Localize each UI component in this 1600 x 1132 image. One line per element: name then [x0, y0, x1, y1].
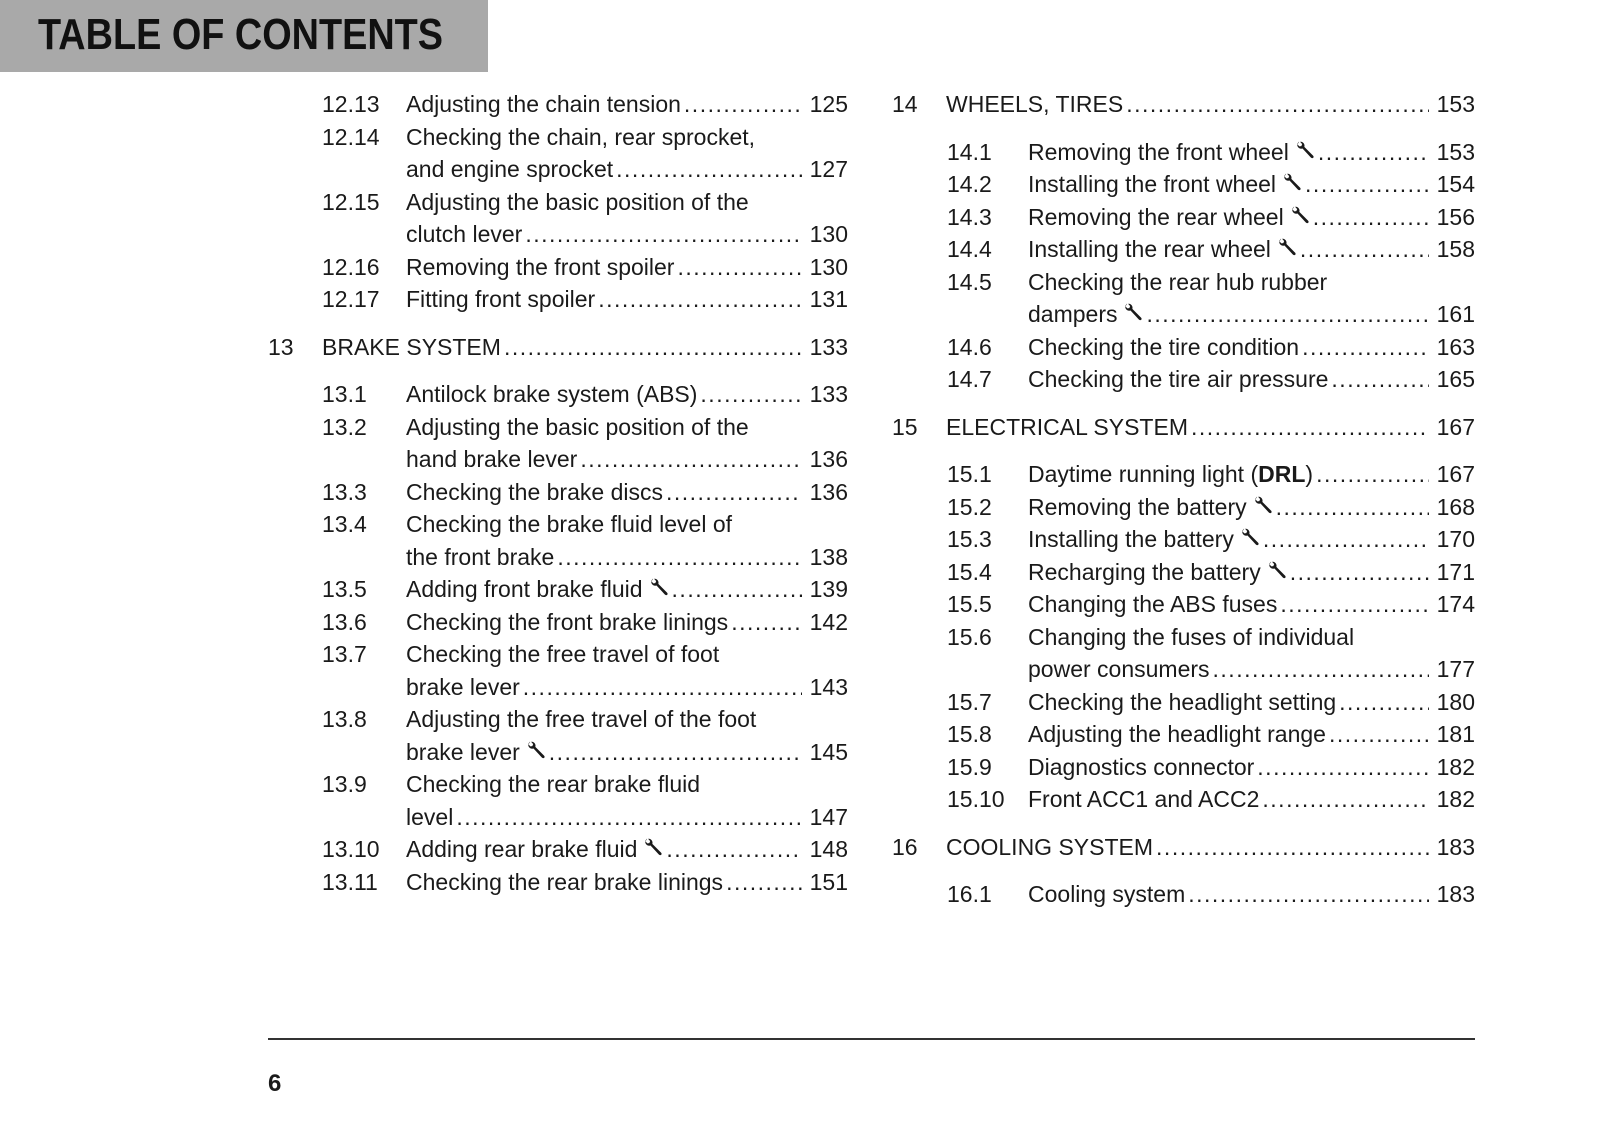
toc-page-number: 131 [809, 286, 848, 312]
toc-section-entry[interactable] [892, 751, 1475, 784]
toc-section-entry[interactable] [268, 411, 848, 476]
footer-divider [268, 1038, 1475, 1040]
toc-section-entry[interactable] [892, 621, 1475, 686]
toc-section-entry[interactable] [892, 491, 1475, 524]
toc-entry-number: 14 [892, 91, 918, 117]
toc-entry-title: Checking the front brake linings [406, 608, 729, 635]
toc-section-entry[interactable] [892, 588, 1475, 621]
toc-section-entry[interactable] [892, 363, 1475, 396]
toc-entry-number: 13.5 [322, 576, 367, 602]
page-number: 6 [268, 1070, 282, 1097]
dot-leader [1313, 201, 1429, 234]
toc-page-number: 156 [1436, 203, 1475, 230]
toc-chapter-entry[interactable] [892, 831, 1475, 864]
toc-entry-number: 15.7 [947, 688, 992, 715]
toc-entry-number: 14.7 [947, 366, 992, 392]
toc-entry-number: 15.3 [947, 526, 992, 552]
toc-entry-title: Front ACC1 and ACC2 [1028, 786, 1260, 812]
toc-section-entry[interactable] [268, 833, 848, 866]
toc-entry-number: 12.15 [322, 188, 380, 215]
toc-entry-title: BRAKE SYSTEM [322, 333, 501, 360]
toc-entry-title: Checking the rear brake fluid [406, 771, 701, 797]
dot-leader [523, 671, 802, 704]
toc-page-number: 153 [1436, 138, 1475, 165]
toc-entry-number: 13.7 [322, 641, 367, 667]
dot-leader [616, 153, 802, 186]
toc-entry-number: 13.1 [322, 381, 367, 407]
dot-leader [731, 606, 802, 639]
toc-entry-title: Changing the fuses of individual [1028, 623, 1355, 650]
toc-entry-number: 15 [892, 413, 918, 440]
toc-section-entry[interactable] [892, 136, 1475, 169]
toc-section-entry[interactable] [892, 556, 1475, 589]
toc-page-number: 136 [809, 446, 848, 472]
toc-entry-title: Diagnostics connector [1028, 753, 1255, 780]
toc-entry-title: Checking the brake discs [406, 478, 663, 505]
toc-page-number: 151 [809, 868, 848, 895]
wrench-icon [1240, 527, 1260, 547]
dot-leader [456, 801, 802, 834]
toc-entry-number: 15.8 [947, 721, 992, 747]
toc-entry-number: 13.3 [322, 478, 367, 505]
toc-page-number: 180 [1436, 688, 1475, 715]
toc-entry-title: hand brake lever [406, 446, 578, 472]
toc-section-entry[interactable] [268, 638, 848, 703]
dot-leader [1276, 491, 1429, 524]
toc-entry-title: clutch lever [406, 221, 523, 247]
toc-entry-number: 12.14 [322, 123, 380, 150]
toc-page-number: 174 [1436, 591, 1475, 617]
toc-section-entry[interactable] [892, 331, 1475, 364]
toc-entry-number: 12.16 [322, 253, 380, 280]
toc-entry-number: 15.6 [947, 623, 992, 650]
toc-page-number: 139 [809, 576, 848, 602]
toc-entry-title: Cooling system [1028, 881, 1186, 907]
toc-entry-title: Checking the headlight setting [1028, 688, 1337, 715]
dot-leader [580, 443, 802, 476]
toc-entry-title: Checking the brake fluid level of [406, 511, 733, 537]
toc-entry-abbreviation: DRL [1258, 461, 1306, 487]
toc-page-number: 167 [1436, 461, 1475, 487]
toc-page-number: 158 [1436, 236, 1475, 262]
dot-leader [1280, 588, 1429, 621]
toc-page-number: 125 [809, 91, 848, 117]
toc-entry-title: brake lever [406, 738, 520, 765]
toc-page-number: 143 [809, 673, 848, 700]
toc-entry-number: 15.9 [947, 753, 992, 780]
toc-entry-number: 13 [268, 333, 294, 360]
toc-entry-title: the front brake [406, 543, 555, 570]
toc-section-entry[interactable] [892, 233, 1475, 266]
toc-entry-title: Checking the tire air pressure [1028, 366, 1329, 392]
toc-entry-title: Adjusting the basic position of the [406, 188, 749, 215]
toc-section-entry[interactable] [268, 508, 848, 573]
toc-entry-title: Checking the free travel of foot [406, 641, 720, 667]
toc-entry-number: 13.4 [322, 511, 367, 537]
toc-entry-number: 15.5 [947, 591, 992, 617]
dot-leader [1191, 411, 1429, 444]
toc-entry-title: Removing the rear wheel [1028, 203, 1284, 230]
dot-leader [666, 476, 802, 509]
dot-leader [1263, 523, 1429, 556]
toc-entry-title: Checking the rear brake linings [406, 868, 724, 895]
toc-page-number: 183 [1436, 881, 1475, 907]
page-title: TABLE OF CONTENTS [38, 10, 444, 59]
wrench-icon [1295, 140, 1315, 160]
toc-section-entry[interactable] [892, 686, 1475, 719]
toc-section-entry[interactable] [892, 523, 1475, 556]
toc-entry-title: Removing the front wheel [1028, 138, 1289, 165]
toc-section-entry[interactable] [268, 768, 848, 833]
toc-entry-title: Daytime running light ( [1028, 461, 1259, 487]
toc-chapter-entry[interactable] [892, 411, 1475, 444]
dot-leader [672, 573, 802, 606]
toc-page-number: 130 [809, 253, 848, 280]
toc-page-number: 182 [1436, 753, 1475, 780]
wrench-icon [526, 740, 546, 760]
toc-page-number: 145 [809, 738, 848, 765]
toc-page-number: 181 [1436, 721, 1475, 747]
dot-leader [598, 283, 802, 316]
toc-entry-title: Adding front brake fluid [406, 576, 643, 602]
toc-entry-number: 13.10 [322, 836, 380, 862]
toc-entry-title: ELECTRICAL SYSTEM [946, 413, 1188, 440]
dot-leader [1213, 653, 1429, 686]
toc-entry-number: 14.4 [947, 236, 992, 262]
toc-entry-number: 14.6 [947, 333, 992, 360]
toc-entry-title: Adjusting the headlight range [1028, 721, 1326, 747]
toc-section-entry[interactable] [268, 378, 848, 411]
toc-section-entry[interactable] [268, 573, 848, 606]
toc-entry-title: level [406, 803, 454, 830]
toc-page-number: 154 [1436, 171, 1475, 197]
toc-entry-title: Adjusting the free travel of the foot [406, 706, 757, 732]
wrench-icon [1123, 302, 1143, 322]
toc-section-entry[interactable] [892, 458, 1475, 491]
toc-entry-title: brake lever [406, 673, 520, 700]
toc-entry-title: Installing the front wheel [1028, 171, 1277, 197]
toc-section-entry[interactable] [892, 878, 1475, 911]
toc-entry-number: 13.2 [322, 413, 367, 440]
toc-section-entry[interactable] [268, 251, 848, 284]
dot-leader [557, 541, 802, 574]
toc-section-entry[interactable] [892, 783, 1475, 816]
dot-leader [1305, 168, 1429, 201]
toc-entry-title: Adding rear brake fluid [406, 836, 638, 862]
wrench-icon [1290, 205, 1310, 225]
dot-leader [677, 251, 802, 284]
toc-entry-number: 14.3 [947, 203, 992, 230]
toc-page-number: 138 [809, 543, 848, 570]
toc-entry-number: 12.13 [322, 91, 380, 117]
toc-entry-number: 15.2 [947, 493, 992, 520]
dot-leader [700, 378, 802, 411]
toc-entry-number: 13.9 [322, 771, 367, 797]
toc-entry-title: Adjusting the basic position of the [406, 413, 749, 440]
toc-page-number: 183 [1436, 833, 1475, 860]
toc-entry-title: power consumers [1028, 656, 1210, 682]
toc-entry-number: 13.6 [322, 608, 367, 635]
toc-page-number: 171 [1436, 558, 1475, 585]
dot-leader [1146, 298, 1429, 331]
toc-entry-number: 13.8 [322, 706, 367, 732]
toc-entry-suffix: ) [1305, 461, 1314, 487]
toc-section-entry[interactable] [268, 476, 848, 509]
toc-entry-number: 14.1 [947, 138, 992, 165]
toc-entry-title: Removing the front spoiler [406, 253, 675, 280]
toc-section-entry[interactable] [892, 266, 1475, 331]
toc-section-entry[interactable] [268, 88, 848, 121]
toc-page-number: 130 [809, 221, 848, 247]
toc-section-entry[interactable] [268, 866, 848, 899]
toc-entry-number: 16.1 [947, 881, 992, 907]
dot-leader [1339, 686, 1429, 719]
toc-entry-number: 16 [892, 833, 918, 860]
toc-page-number: 127 [809, 156, 848, 182]
toc-entry-title: Checking the tire condition [1028, 333, 1300, 360]
dot-leader [525, 218, 802, 251]
toc-entry-title: Removing the battery [1028, 493, 1247, 520]
dot-leader [1126, 88, 1429, 121]
dot-leader [684, 88, 802, 121]
toc-section-entry[interactable] [892, 168, 1475, 201]
header-band [0, 0, 488, 72]
dot-leader [1188, 878, 1429, 911]
toc-entry-title: Installing the rear wheel [1028, 236, 1271, 262]
toc-page-number: 153 [1436, 91, 1475, 117]
toc-section-entry[interactable] [892, 201, 1475, 234]
toc-page-number: 167 [1436, 413, 1475, 440]
dot-leader [1331, 363, 1429, 396]
toc-entry-title: Changing the ABS fuses [1028, 591, 1278, 617]
dot-leader [666, 833, 802, 866]
toc-page-number: 165 [1436, 366, 1475, 392]
toc-right-column [892, 88, 1475, 911]
toc-entry-title: WHEELS, TIRES [946, 91, 1124, 117]
dot-leader [1329, 718, 1429, 751]
toc-page-number: 133 [809, 333, 848, 360]
toc-section-entry[interactable] [268, 186, 848, 251]
toc-entry-title: and engine sprocket [406, 156, 614, 182]
toc-page-number: 148 [809, 836, 848, 862]
toc-entry-title: Adjusting the chain tension [406, 91, 681, 117]
toc-entry-number: 15.1 [947, 461, 992, 487]
dot-leader [1290, 556, 1429, 589]
toc-entry-number: 13.11 [322, 868, 378, 895]
dot-leader [549, 736, 802, 769]
toc-left-column [268, 88, 848, 898]
toc-page-number: 136 [809, 478, 848, 505]
toc-entry-number: 14.5 [947, 268, 992, 295]
toc-entry-title: Checking the rear hub rubber [1028, 268, 1328, 295]
toc-entry-number: 12.17 [322, 286, 380, 312]
toc-chapter-entry[interactable] [892, 88, 1475, 121]
dot-leader [1262, 783, 1429, 816]
dot-leader [1302, 331, 1429, 364]
toc-page-number: 133 [809, 381, 848, 407]
wrench-icon [1253, 495, 1273, 515]
dot-leader [1316, 458, 1429, 491]
toc-page-number: 147 [809, 803, 848, 830]
toc-page-number: 142 [809, 608, 848, 635]
toc-section-entry[interactable] [268, 283, 848, 316]
toc-entry-title: Antilock brake system (ABS) [406, 381, 698, 407]
toc-chapter-entry[interactable] [268, 331, 848, 364]
toc-entry-title: Fitting front spoiler [406, 286, 596, 312]
toc-page-number: 177 [1436, 656, 1475, 682]
toc-entry-title: Checking the chain, rear sprocket, [406, 123, 756, 150]
dot-leader [1318, 136, 1429, 169]
wrench-icon [1277, 237, 1297, 257]
dot-leader [1156, 831, 1429, 864]
dot-leader [726, 866, 802, 899]
toc-entry-title: Installing the battery [1028, 526, 1234, 552]
toc-page-number: 163 [1436, 333, 1475, 360]
toc-section-entry[interactable] [268, 606, 848, 639]
toc-entry-number: 14.2 [947, 171, 992, 197]
dot-leader [504, 331, 802, 364]
wrench-icon [649, 577, 669, 597]
toc-entry-number: 15.4 [947, 558, 992, 585]
toc-section-entry[interactable] [268, 703, 848, 768]
toc-page-number: 161 [1436, 301, 1475, 327]
toc-entry-title: dampers [1028, 301, 1118, 327]
toc-section-entry[interactable] [892, 718, 1475, 751]
dot-leader [1257, 751, 1429, 784]
wrench-icon [643, 837, 663, 857]
wrench-icon [1282, 172, 1302, 192]
toc-page-number: 182 [1436, 786, 1475, 812]
toc-entry-title: Recharging the battery [1028, 558, 1261, 585]
wrench-icon [1267, 560, 1287, 580]
toc-page-number: 168 [1436, 493, 1475, 520]
toc-entry-title: COOLING SYSTEM [946, 833, 1154, 860]
toc-section-entry[interactable] [268, 121, 848, 186]
toc-entry-number: 15.10 [947, 786, 1005, 812]
toc-page-number: 170 [1436, 526, 1475, 552]
dot-leader [1300, 233, 1429, 266]
